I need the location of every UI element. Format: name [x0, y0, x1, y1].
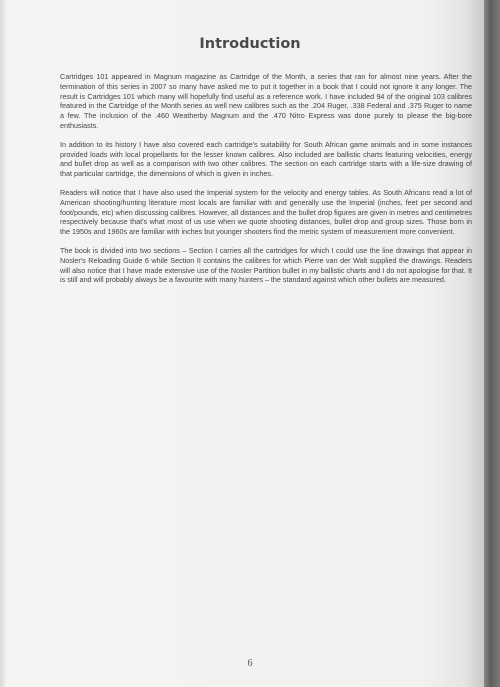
page-title: Introduction — [199, 36, 301, 52]
paragraph-2: In addition to its history I have also covered each cartridge's suitability for South African game animals and in some instances provided loads with local propellants for the lesser known calibres. Also included are ballistic charts featuring velocities, energy and bullet drop as well as a comparison with two other calibres. The section on each cartridge starts with a life-size drawing of that particular cartridge, the dimensions of which is given in inches. — [60, 139, 472, 179]
paragraph-1: Cartridges 101 appeared in Magnum magazine as Cartridge of the Month, a series that ran for almost nine years. After the termination of this series in 2007 so many have asked me to put it together in a book that I could not ignore it any longer. The result is Cartridges 101 which many will hopefully find useful as a reference work. I have included 94 of the original 103 calibres featured in the Cartridge of the Month series as well new calibres such as the .204 Ruger, .338 Federal and .375 Ruger to name a few. The inclusion of the .460 Weatherby Magnum and the .470 Nitro Express was done purely to please the big-bore enthusiasts. — [60, 72, 472, 130]
page-number: 6 — [247, 658, 253, 669]
body-text — [60, 72, 472, 294]
paragraph-3: Readers will notice that I have also used the Imperial system for the velocity and energy tables. As South Africans read a lot of American shooting/hunting literature most locals are familiar with and generally use the Imperial (inches, feet per second and foot/pounds, etc) when discussing calibres. However, all distances and the bullet drop figures are given in metres and centimetres respectively because that's what most of us use when we quote shooting distances, bullet drop and group sizes. Those born in the 1950s and 1960s are familiar with inches but younger shooters find the metric system of measurement more convenient. — [60, 187, 472, 237]
book-spine-shadow — [484, 0, 500, 687]
page-left-edge — [0, 0, 6, 687]
paragraph-4: The book is divided into two sections – Section I carries all the cartridges for which I could use the line drawings that appear in Nosler's Reloading Guide 6 while Section II contains the calibres for which Pierre van der Walt supplied the drawings. Readers will also notice that I have made extensive use of the Nosler Partition bullet in my ballistic charts and I do not apologise for that. It is still and will probably always be a favourite with many hunters – the standard against which other bullets are measured. — [60, 245, 472, 285]
